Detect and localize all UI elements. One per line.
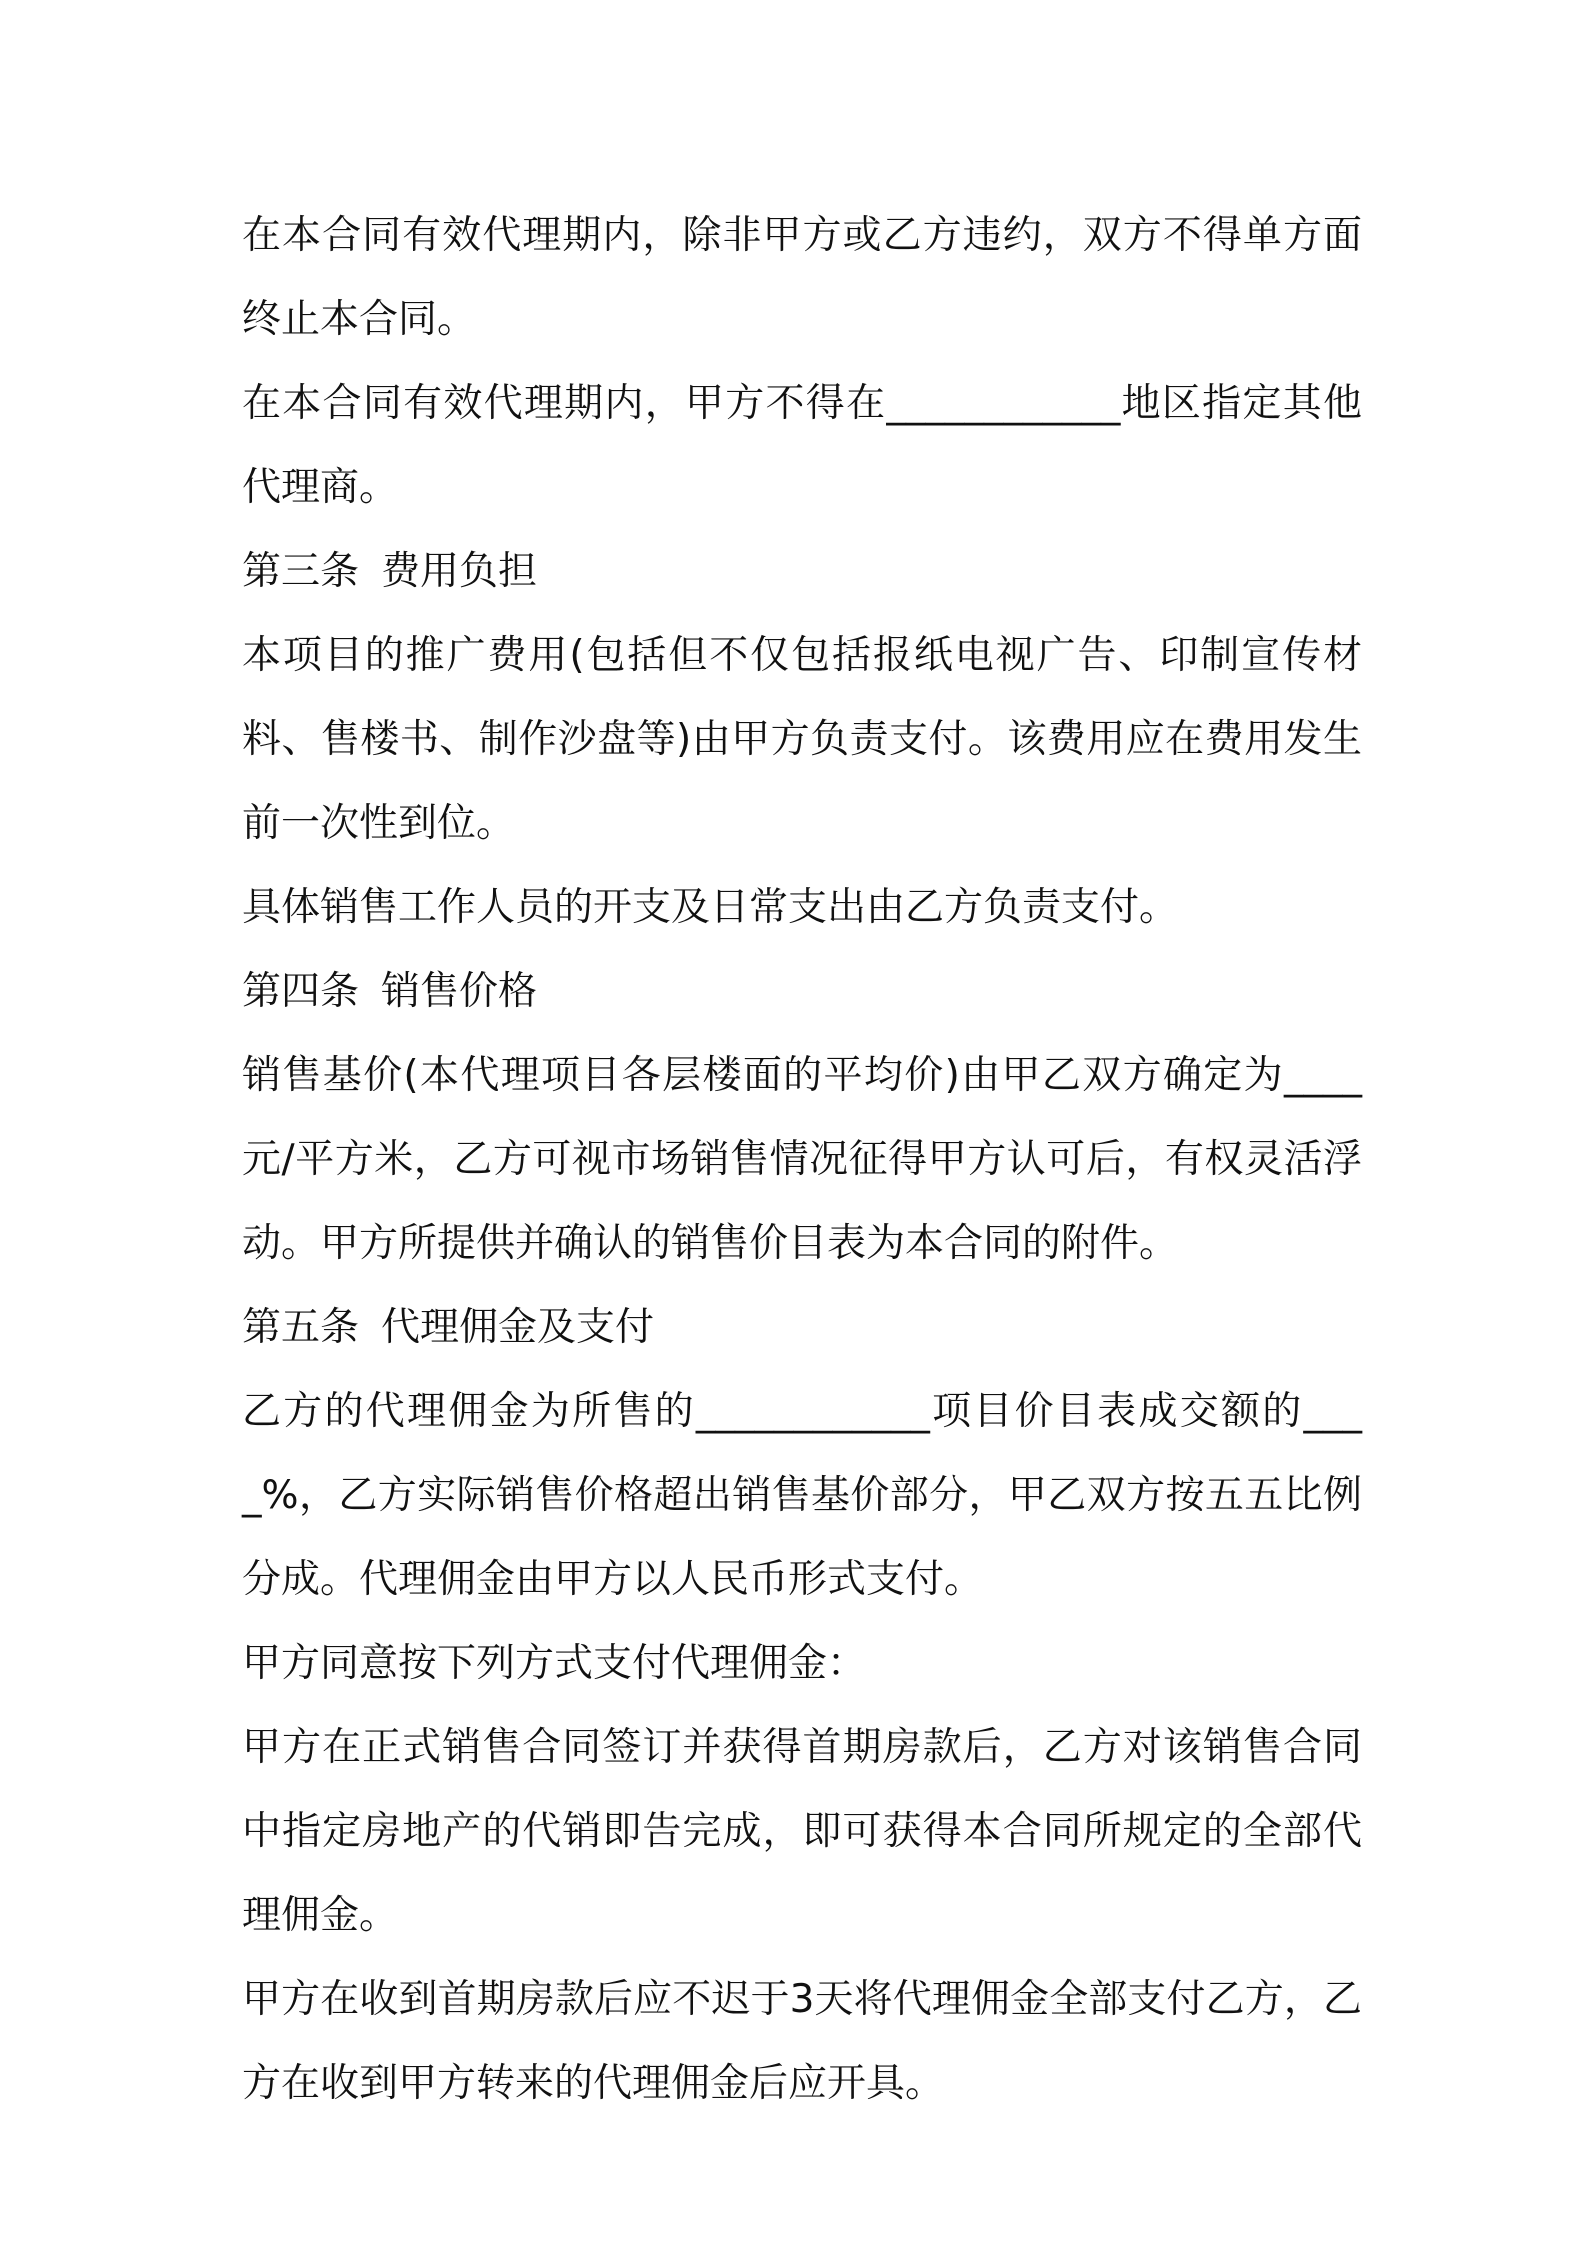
article-3-title: 费用负担 (381, 549, 538, 594)
paragraph-commission-earned: 甲方在正式销售合同签订并获得首期房款后，乙方对该销售合同中指定房地产的代销即告完成，即可获得本合同所规定的全部代理佣金。 (242, 1725, 1362, 1938)
paragraph-termination: 在本合同有效代理期内，除非甲方或乙方违约，双方不得单方面终止本合同。 (242, 213, 1362, 342)
paragraph-exclusive-agent: 在本合同有效代理期内，甲方不得在____________地区指定其他代理商。 (242, 381, 1362, 510)
article-5-title: 代理佣金及支付 (381, 1305, 655, 1350)
paragraph-commission-rate: 乙方的代理佣金为所售的____________项目价目表成交额的____%，乙方实际销售价格超出销售基价部分，甲乙双方按五五比例分成。代理佣金由甲方以人民币形式支付。 (242, 1389, 1362, 1602)
article-5-heading (242, 1286, 1362, 1370)
paragraph-payment-method-intro: 甲方同意按下列方式支付代理佣金： (242, 1641, 867, 1686)
article-4-number: 第四条 (242, 969, 360, 1014)
paragraph-staff-costs: 具体销售工作人员的开支及日常支出由乙方负责支付。 (242, 885, 1179, 930)
document-body (242, 194, 1362, 2126)
article-4-title: 销售价格 (381, 969, 538, 1014)
paragraph-payment-deadline: 甲方在收到首期房款后应不迟于3天将代理佣金全部支付乙方，乙方在收到甲方转来的代理佣金后应开具。 (242, 1977, 1362, 2106)
article-3-heading (242, 530, 1362, 614)
article-5-number: 第五条 (242, 1305, 360, 1350)
paragraph-promotion-costs: 本项目的推广费用(包括但不仅包括报纸电视广告、印制宣传材料、售楼书、制作沙盘等)由甲方负责支付。该费用应在费用发生前一次性到位。 (242, 633, 1362, 846)
paragraph-base-price: 销售基价(本代理项目各层楼面的平均价)由甲乙双方确定为____元/平方米，乙方可视市场销售情况征得甲方认可后，有权灵活浮动。甲方所提供并确认的销售价目表为本合同的附件。 (242, 1053, 1362, 1266)
article-4-heading (242, 950, 1362, 1034)
article-3-number: 第三条 (242, 549, 360, 594)
